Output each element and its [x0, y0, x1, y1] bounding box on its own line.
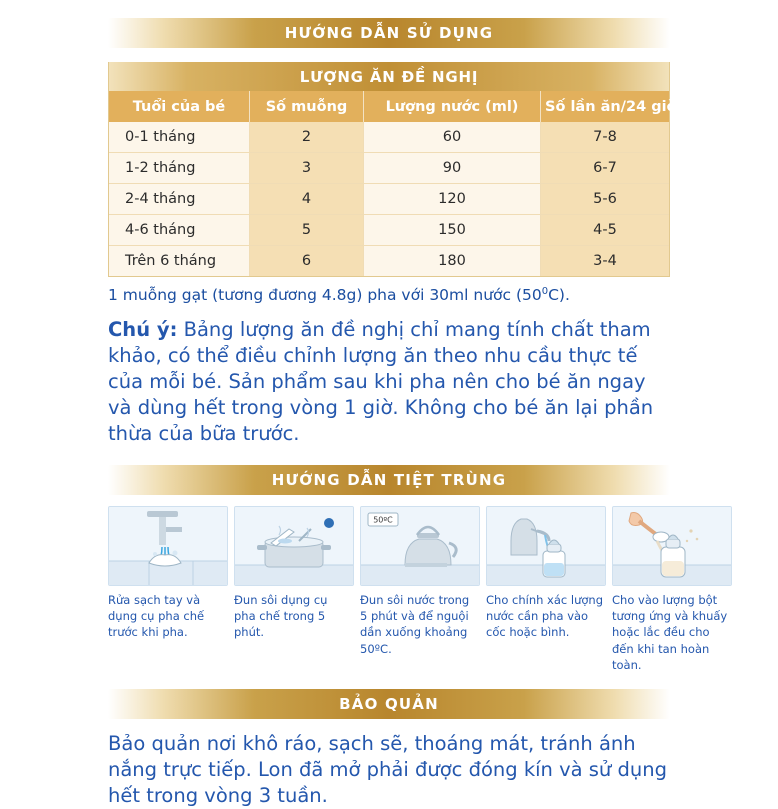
usage-heading-banner — [108, 18, 670, 48]
feeding-table-title-text: LƯỢNG ĂN ĐỀ NGHỊ — [299, 67, 479, 86]
cell-age: 2-4 tháng — [109, 184, 250, 215]
cell-water: 150 — [364, 215, 541, 246]
step-5-caption: Cho vào lượng bột tương ứng và khuấy hoặc lắc đều cho đến khi tan hoàn toàn. — [612, 592, 728, 673]
scoop-footnote-after: C). — [548, 286, 570, 305]
table-header-row — [109, 91, 669, 122]
scoop-footnote-before: 1 muỗng gạt (tương đương 4.8g) pha với 30ml nước (50 — [108, 286, 542, 305]
cell-feeds: 5-6 — [541, 184, 670, 215]
caution-label: Chú ý: — [108, 318, 178, 342]
hand-washing-faucet-icon — [108, 506, 228, 586]
cell-feeds: 3-4 — [541, 246, 670, 277]
sterilize-steps — [108, 506, 728, 674]
sterilize-heading-banner — [108, 465, 670, 495]
step-3-caption: Đun sôi nước trong 5 phút và để nguội dần xuống khoảng 50ºC. — [360, 592, 470, 656]
table-row — [109, 246, 669, 277]
scoop-footnote — [108, 286, 670, 304]
svg-text:50ºC: 50ºC — [373, 515, 393, 525]
cell-scoops: 5 — [250, 215, 364, 246]
cell-age: 1-2 tháng — [109, 153, 250, 184]
step-2 — [234, 506, 352, 674]
cell-feeds: 6-7 — [541, 153, 670, 184]
step-2-caption: Đun sôi dụng cụ pha chế trong 5 phút. — [234, 592, 328, 640]
cell-water: 60 — [364, 122, 541, 153]
storage-heading-banner — [108, 689, 670, 719]
feeding-table-grid — [109, 91, 677, 276]
storage-paragraph: Bảo quản nơi khô ráo, sạch sẽ, thoáng mát, tránh ánh nắng trực tiếp. Lon đã mở phải được đóng kín và sử dụng hết trong vòng 3 tuần. — [108, 732, 667, 808]
cell-water: 120 — [364, 184, 541, 215]
table-row — [109, 184, 669, 215]
caution-paragraph — [108, 317, 670, 447]
kettle-temperature-icon — [360, 506, 480, 586]
sterilize-heading-text: HƯỚNG DẪN TIỆT TRÙNG — [271, 470, 507, 489]
caution-text: Bảng lượng ăn đề nghị chỉ mang tính chất tham khảo, có thể điều chỉnh lượng ăn theo nhu cầu thực tế của mỗi bé. Sản phẩm sau khi pha nên cho bé ăn ngay và dùng hết trong vòng 1 giờ. Không cho bé ăn lại phần thừa của bữa trước. — [108, 318, 654, 445]
usage-heading-text: HƯỚNG DẪN SỬ DỤNG — [284, 24, 494, 42]
cell-age: 4-6 tháng — [109, 215, 250, 246]
step-3 — [360, 506, 478, 674]
cell-age: Trên 6 tháng — [109, 246, 250, 277]
storage-heading-text: BẢO QUẢN — [339, 695, 439, 714]
col-header-water: Lượng nước (ml) — [364, 91, 541, 122]
cell-scoops: 6 — [250, 246, 364, 277]
col-header-age: Tuổi của bé — [109, 91, 250, 122]
boiling-pot-utensils-icon — [234, 506, 354, 586]
feeding-table-title — [109, 62, 669, 91]
cell-water: 90 — [364, 153, 541, 184]
cell-feeds: 4-5 — [541, 215, 670, 246]
cell-scoops: 2 — [250, 122, 364, 153]
table-row — [109, 215, 669, 246]
col-header-scoops: Số muỗng — [250, 91, 364, 122]
pouring-water-bottle-icon — [486, 506, 606, 586]
step-4 — [486, 506, 604, 674]
cell-water: 180 — [364, 246, 541, 277]
feeding-table — [108, 62, 677, 277]
step-4-caption: Cho chính xác lượng nước cần pha vào cốc hoặc bình. — [486, 592, 603, 640]
col-header-feeds: Số lần ăn/24 giờ — [541, 91, 670, 122]
cell-scoops: 4 — [250, 184, 364, 215]
step-1 — [108, 506, 226, 674]
table-row — [109, 122, 669, 153]
scoop-footnote-degree: 0 — [541, 286, 549, 297]
step-5 — [612, 506, 730, 674]
scoop-powder-bottle-icon — [612, 506, 732, 586]
table-row — [109, 153, 669, 184]
step-1-caption: Rửa sạch tay và dụng cụ pha chế trước khi pha. — [108, 592, 205, 640]
cell-feeds: 7-8 — [541, 122, 670, 153]
cell-age: 0-1 tháng — [109, 122, 250, 153]
cell-scoops: 3 — [250, 153, 364, 184]
